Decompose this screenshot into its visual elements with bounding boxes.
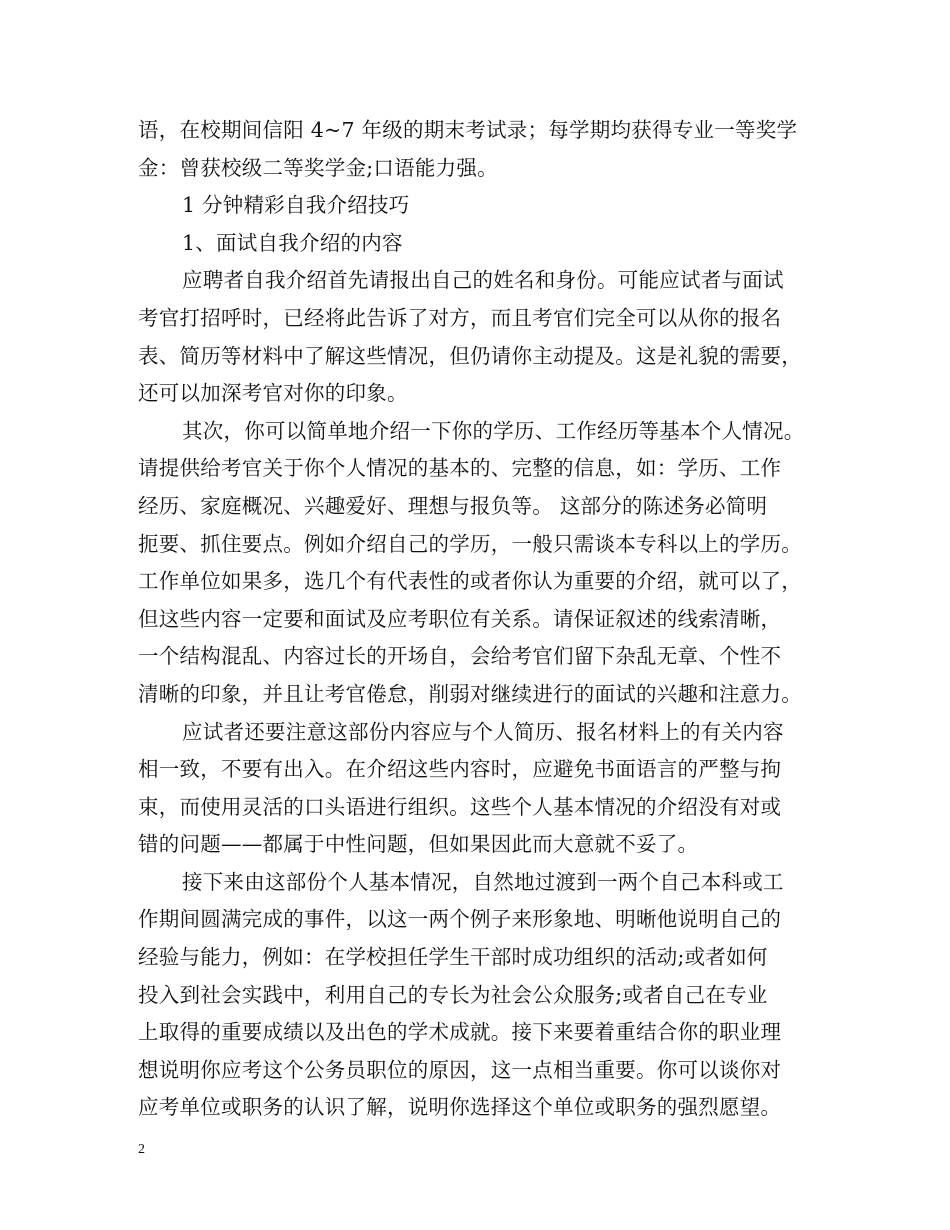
- text-line: 接下来由这部份个人基本情况，自然地过渡到一两个自己本科或工: [182, 869, 784, 894]
- text-line: 应考单位或职务的认识了解，说明你选择这个单位或职务的强烈愿望。: [138, 1095, 782, 1120]
- text-line: 应试者还要注意这部份内容应与个人简历、报名材料上的有关内容: [182, 719, 784, 744]
- text-line: 1 分钟精彩自我介绍技巧: [182, 193, 410, 218]
- text-line: 经历、家庭概况、兴趣爱好、理想与报负等。 这部分的陈述务必简明: [138, 493, 768, 518]
- text-line: 一个结构混乱、内容过长的开场自，会给考官们留下杂乱无章、个性不: [138, 644, 782, 669]
- page-number: 2: [138, 1142, 145, 1157]
- text-line: 上取得的重要成绩以及出色的学术成就。接下来要着重结合你的职业理: [138, 1020, 782, 1045]
- text-line: 投入到社会实践中，利用自己的专长为社会公众服务;或者自己在专业: [138, 982, 768, 1007]
- text-line: 但这些内容一定要和面试及应考职位有关系。请保证叙述的线索清晰，: [138, 606, 782, 631]
- text-line: 其次，你可以简单地介绍一下你的学历、工作经历等基本个人情况。: [182, 418, 805, 443]
- text-line: 经验与能力，例如：在学校担任学生干部时成功组织的活动;或者如何: [138, 945, 768, 970]
- body-text: [138, 112, 818, 1127]
- text-line: 相一致，不要有出入。在介绍这些内容时，应避免书面语言的严整与拘: [138, 757, 782, 782]
- text-line: 表、简历等材料中了解这些情况，但仍请你主动提及。这是礼貌的需要，: [138, 343, 802, 368]
- text-line: 语，在校期间信阳 4~7 年级的期末考试录；每学期均获得专业一等奖学: [138, 118, 798, 142]
- text-line: 还可以加深考官对你的印象。: [138, 381, 408, 406]
- text-line: 错的问题——都属于中性问题，但如果因此而大意就不妥了。: [138, 832, 699, 857]
- text-line: 工作单位如果多，选几个有代表性的或者你认为重要的介绍，就可以了，: [138, 569, 802, 594]
- text-line: 金：曾获校级二等奖学金;口语能力强。: [138, 155, 498, 180]
- text-line: 1、面试自我介绍的内容: [182, 230, 403, 255]
- text-line: 考官打招呼时，已经将此告诉了对方，而且考官们完全可以从你的报名: [138, 305, 782, 330]
- text-line: 清晰的印象，并且让考官倦怠，削弱对继续进行的面试的兴趣和注意力。: [138, 681, 802, 706]
- text-line: 想说明你应考这个公务员职位的原因，这一点相当重要。你可以谈你对: [138, 1057, 782, 1082]
- text-line: 请提供给考官关于你个人情况的基本的、完整的信息，如：学历、工作: [138, 456, 782, 481]
- text-line: 应聘者自我介绍首先请报出自己的姓名和身份。可能应试者与面试: [182, 268, 784, 293]
- text-line: 作期间圆满完成的事件，以这一两个例子来形象地、明晰他说明自己的: [138, 907, 782, 932]
- text-line: 扼要、抓住要点。例如介绍自己的学历，一般只需谈本专科以上的学历。: [138, 531, 802, 556]
- text-line: 束，而使用灵活的口头语进行组织。这些个人基本情况的介绍没有对或: [138, 794, 782, 819]
